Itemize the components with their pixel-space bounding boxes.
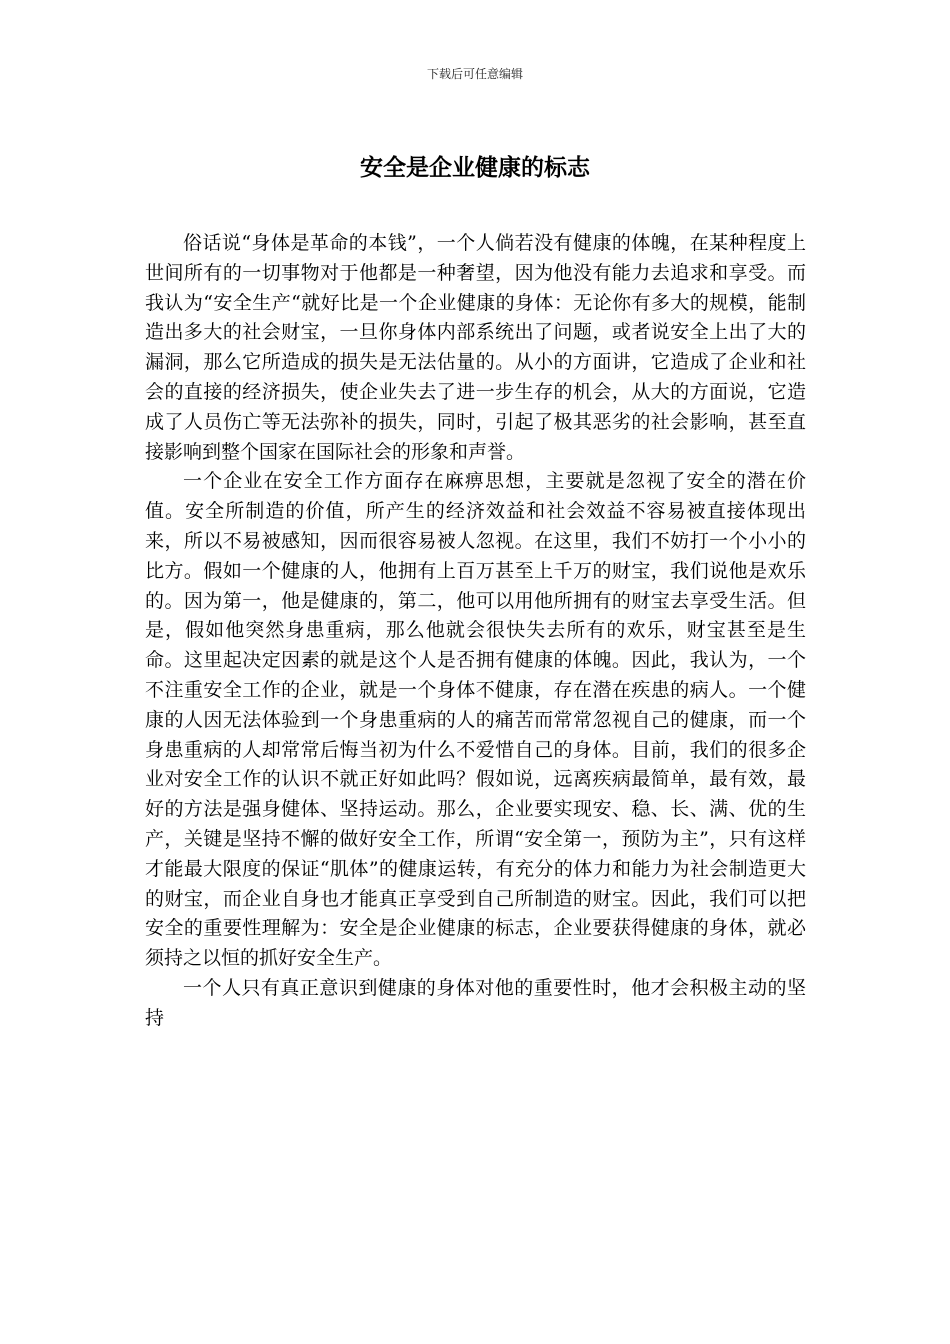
header-note: 下载后可任意编辑 bbox=[426, 67, 523, 81]
paragraph-3: 一个人只有真正意识到健康的身体对他的重要性时，他才会积极主动的坚持 bbox=[145, 976, 806, 1029]
paragraph-1: 俗话说“身体是革命的本钱”，一个人倘若没有健康的体魄，在某种程度上世间所有的一切事物对于他都是一种奢望，因为他没有能力去追求和享受。而我认为“安全生产“就好比是一个企业健康的身体：无论你有多大的规模，能制造出多大的社会财宝，一旦你身体内部系统出了问题，或者说安全上出了大的漏洞，那么它所造成的损失是无法估量的。从小的方面讲，它造成了企业和社会的直接的经济损失，使企业失去了进一步生存的机会，从大的方面说，它造成了人员伤亡等无法弥补的损失，同时，引起了极其恶劣的社会影响，甚至直接影响到整个国家在国际社会的形象和声誉。 bbox=[145, 232, 806, 463]
paragraph-2: 一个企业在安全工作方面存在麻痹思想，主要就是忽视了安全的潜在价值。安全所制造的价值，所产生的经济效益和社会效益不容易被直接体现出来，所以不易被感知，因而很容易被人忽视。在这里，我们不妨打一个小小的比方。假如一个健康的人，他拥有上百万甚至上千万的财宝，我们说他是欢乐的。因为第一，他是健康的，第二，他可以用他所拥有的财宝去享受生活。但是，假如他突然身患重病，那么他就会很快失去所有的欢乐，财宝甚至是生命。这里起决定因素的就是这个人是否拥有健康的体魄。因此，我认为，一个不注重安全工作的企业，就是一个身体不健康，存在潜在疾患的病人。一个健康的人因无法体验到一个身患重病的人的痛苦而常常忽视自己的健康，而一个身患重病的人却常常后悔当初为什么不爱惜自己的身体。目前，我们的很多企业对安全工作的认识不就正好如此吗？假如说，远离疾病最简单，最有效，最好的方法是强身健体、坚持运动。那么，企业要实现安、稳、长、满、优的生产，关键是坚持不懈的做好安全工作，所谓“安全第一，预防为主”，只有这样才能最大限度的保证“肌体”的健康运转，有充分的体力和能力为社会制造更大的财宝，而企业自身也才能真正享受到自己所制造的财宝。因此，我们可以把安全的重要性理解为：安全是企业健康的标志，企业要获得健康的身体，就必须持之以恒的抓好安全生产。 bbox=[145, 470, 806, 970]
document-title: 安全是企业健康的标志 bbox=[360, 154, 590, 181]
document-body bbox=[145, 229, 806, 1034]
